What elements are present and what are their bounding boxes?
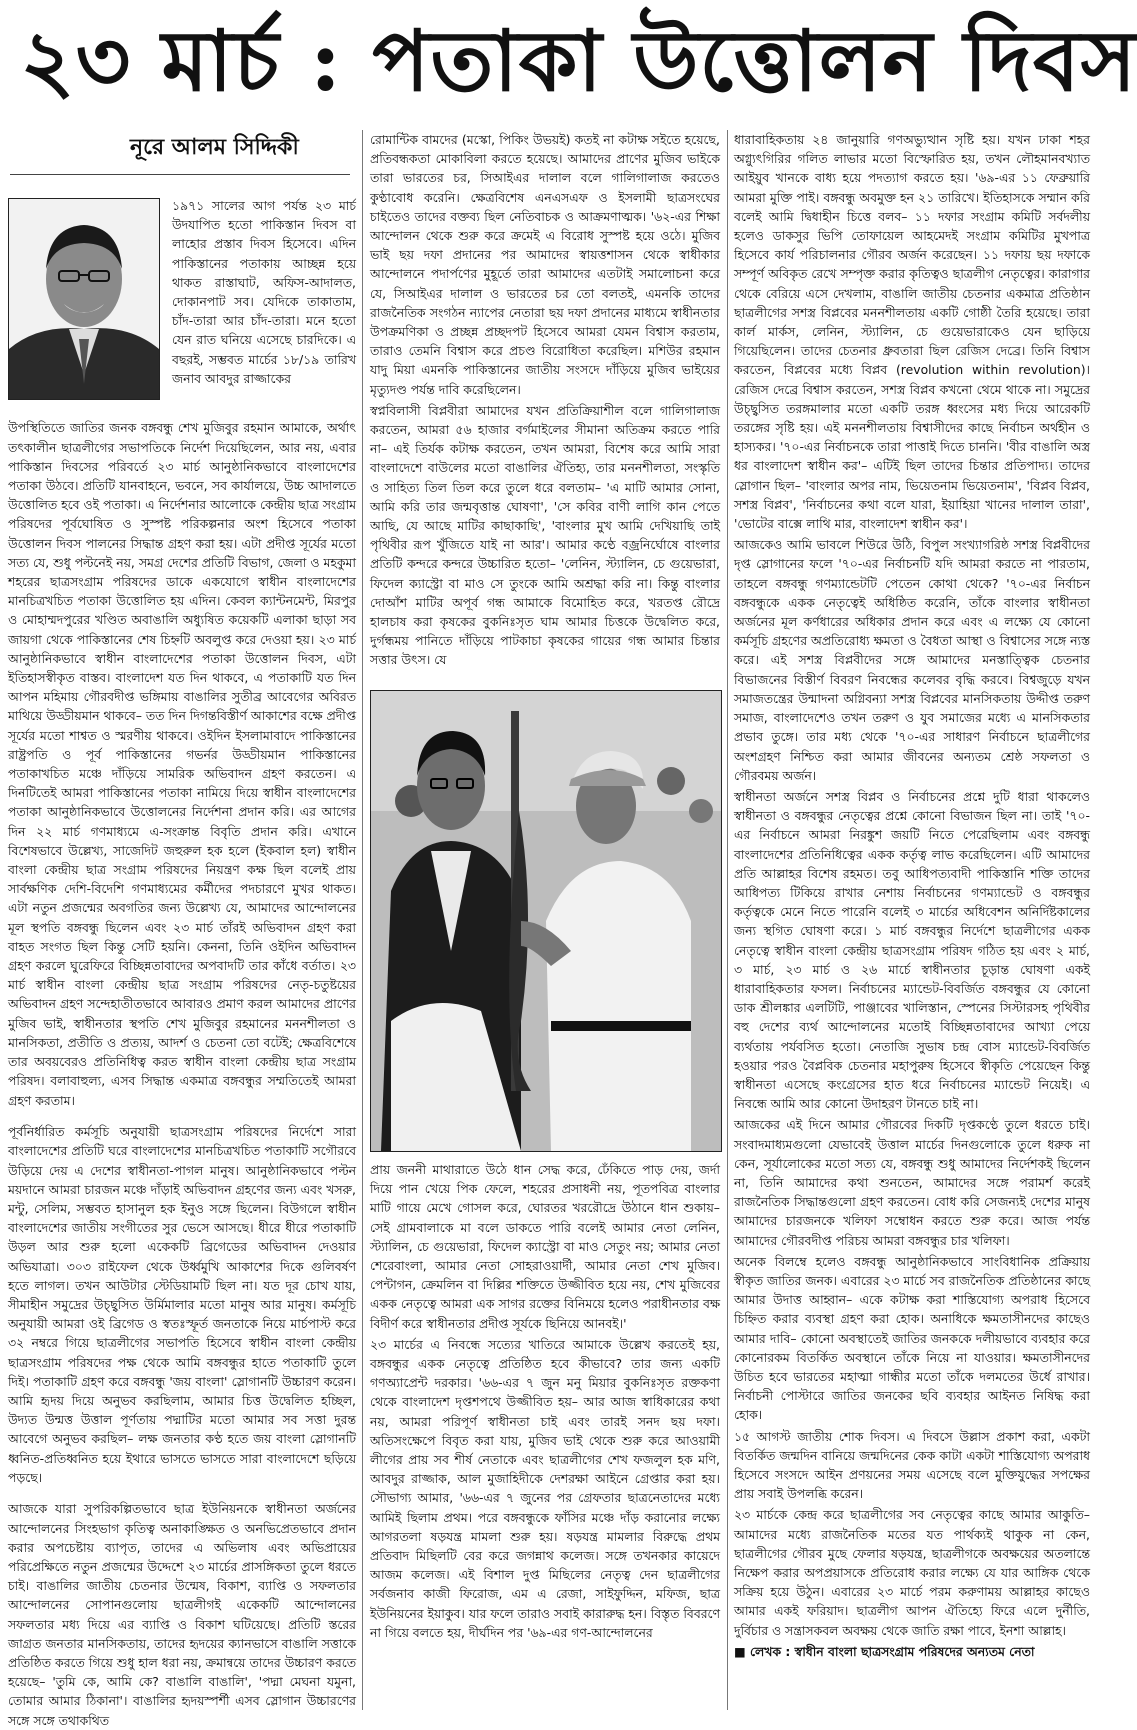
paragraph: স্বাধীনতা অর্জনে সশস্ত্র বিপ্লব ও নির্বাচনের প্রশ্নে দুটি ধারা থাকলেও স্বাধীনতা ও বঙ্গবন্ধুর নেতৃত্বের প্রশ্নে কোনো বিভাজন ছিল না। তাই '৭০-এর নির্বাচনে আমরা নিরঙ্কুশ জয়টি নিতে পেরেছিলাম এবং বঙ্গবন্ধু বাংলাদেশের প্রতিনিধিত্বের একক কর্তৃত্ব লাভ করেছিলেন। এটি আমাদের প্রতি আল্লাহর বিশেষ রহমত। তবু আধিপত্যবাদী পাকিস্তানি শক্তি তাদের আধিপত্য টিকিয়ে রাখার নেশায় নির্বাচনের গণম্যান্ডেট ও বঙ্গবন্ধুর কর্তৃত্বকে মেনে নিতে পারেনি বলেই ৩ মার্চের অধিবেশন অনির্দিষ্টকালের জন্য স্থগিত ঘোষণা করে। ১ মার্চ বঙ্গবন্ধুর নির্দেশে ছাত্রলীগের একক নেতৃত্বে স্বাধীন বাংলা কেন্দ্রীয় ছাত্রসংগ্রাম পরিষদ গঠিত হয় এবং ২ মার্চ, ৩ মার্চ, ২৩ মার্চ ও ২৬ মার্চে স্বাধীনতার চূড়ান্ত ঘোষণা একই ধারাবাহিকতার ফসল। নির্বাচনের ম্যান্ডেট-বিবর্জিত বঙ্গবন্ধুর যে কোনো ডাক শ্রীলঙ্কার এলটিটি, পাঞ্জাবের খালিস্তান, স্পেনের সিস্টারসহ পৃথিবীর বহু দেশের ব্যর্থ আন্দোলনের মতোই বিচ্ছিন্নতাবাদের আখ্যা পেয়ে ব্যর্থতায় পর্যবসিত হতো। নেতাজি সুভাষ চন্দ্র বোস ম্যান্ডেট-বিবর্জিত হওয়ার পরও বৈপ্লবিক চেতনার মহাপুরুষ হিসেবে স্বীকৃতি পেয়েছেন কিন্তু স্বাধীনতা এসেছে কংগ্রেসের হাত ধরে নির্বাচনের ম্যান্ডেট নিয়েই। এ নিবন্ধে আমি আর কোনো উদাহরণ টানতে চাই না। — [734, 788, 1090, 1112]
byline-divider — [10, 174, 350, 175]
archival-photo — [370, 690, 722, 1152]
paragraph: আজকে যারা সুপরিকল্পিতভাবে ছাত্র ইউনিয়নকে স্বাধীনতা অর্জনের আন্দোলনের সিংহভাগ কৃতিত্ব অনাকাঙ্ক্ষিত ও অনভিপ্রেতভাবে প্রদান করার অপচেষ্টায় ব্যাপৃত, তাদের এ অভিলাষ এবং অভিপ্রায়ের পরিপ্রেক্ষিতে নতুন প্রজন্মের উদ্দেশে ২৩ মার্চের প্রাসঙ্গিকতা তুলে ধরতে চাই। বাঙালির জাতীয় চেতনার উন্মেষ, বিকাশ, ব্যাপ্তি ও সফলতার আন্দোলনের সোপানগুলোয় ছাত্রলীগই একেকটি আন্দোলনের সফলতার মধ্য দিয়ে এর ব্যাপ্তি ও বিকাশ ঘটিয়েছে। প্রতিটি স্তরের জাগ্রত জনতার মানসিকতায়, তাদের হৃদয়ের ক্যানভাসে বাঙালি সত্তাকে প্রতিষ্ঠিত করতে গিয়ে শুধু হাল ধরা নয়, ক্রমান্বয়ে তাদের উচ্চারণ করতে হয়েছে– 'তুমি কে, আমি কে? বাঙালি বাঙালি', 'পদ্মা মেঘনা যমুনা, তোমার আমার ঠিকানা'। বাঙালির হৃদয়স্পর্শী এসব স্লোগান উচ্চারণের সঙ্গে সঙ্গে তথাকথিত — [8, 1501, 356, 1728]
paragraph: অনেক বিলম্বে হলেও বঙ্গবন্ধু আনুষ্ঠানিকভাবে সাংবিধানিক প্রক্রিয়ায় স্বীকৃত জাতির জনক। এবারের ২৩ মার্চে সব রাজনৈতিক প্রতিষ্ঠানের কাছে আমার উদাত্ত আহ্বান– একে কটাক্ষ করা শাস্তিযোগ্য অপরাধ হিসেবে চিহ্নিত করার ব্যবস্থা গ্রহণ করা হোক। অনাধিকে ক্ষমতাসীনদের কাছেও আমার দাবি– কোনো অবস্থাতেই জাতির জনককে দলীয়ভাবে ব্যবহার করে কোনোরকম বিতর্কিত অবস্থানে তাঁকে নিয়ে না যাওয়ার। ক্ষমতাসীনদের উচিত হবে ভারতের মহাত্মা গান্ধীর মতো তাঁকে দলমতের উর্ধে রাখার। নির্বাচনী পোস্টারে জাতির জনকের ছবি ব্যবহার আইনত নিষিদ্ধ করা হোক। — [734, 1253, 1090, 1423]
article-column-2-continued — [370, 1160, 720, 1710]
paragraph: রোমান্টিক বামদের (মস্কো, পিকিং উভয়ই) কতই না কটাক্ষ সইতে হয়েছে, প্রতিবন্ধকতা মোকাবিলা করতে হয়েছে। আমাদের প্রাণের মুজিব ভাইকে তারা ভারতের চর, সিআইএর দালাল বলে গালিগালাজ করতেও কুণ্ঠাবোধ করেনি। ক্ষেত্রবিশেষ এনএসএফ ও ইসলামী ছাত্রসংঘের চাইতেও তাদের বক্তব্য ছিল নেতিবাচক ও আক্রমণাত্মক। '৬২-এর শিক্ষা আন্দোলন থেকে শুরু করে ক্রমেই এ বিরোধ সুস্পষ্ট হয়ে ওঠে। মুজিব ভাই ছয় দফা প্রদানের পর আমাদের স্বায়ত্তশাসন থেকে স্বাধীকার আন্দোলনে পদার্পণের মুহূর্তে তারা আমাদের এতটাই সমালোচনা করে যে, সিআইএর দালাল ও ভারতের চর তো বলতই, এমনকি তাদের রাজনৈতিক সংগঠন ন্যাপের নেতারা ছয় দফা প্রদানের মাধ্যমে স্বাধীনতার উপক্রমণিকা ও প্রচ্ছন্ন প্রচ্ছদপট হিসেবে আমরা যেমন বিশ্বাস করতাম, তারাও তেমনি বিশ্বাস করে প্রচণ্ড বিরোধিতা করেছিল। মশিউর রহমান যাদু মিয়া এমনকি পাকিস্তানের জাতীয় সংসদে দাঁড়িয়ে মুজিব ভাইয়ের মৃত্যুদণ্ড পর্যন্ত দাবি করেছিলেন। — [370, 132, 720, 397]
author-portrait — [8, 198, 160, 400]
article-intro: ১৯৭১ সালের আগ পর্যন্ত ২৩ মার্চ উদযাপিত হতো পাকিস্তান দিবস বা লাহোর প্রস্তাব দিবস হিসেবে। এদিন পাকিস্তানের পতাকায় আচ্ছন্ন হয়ে থাকত রাস্তাঘাট, অফিস-আদালত, দোকানপাট সব। যেদিকে তাকাতাম, চাঁদ-তারা আর চাঁদ-তারা। মনে হতো যেন রাত ঘনিয়ে এসেছে চারদিকে। এ বছরই, সম্ভবত মার্চের ১৮/১৯ তারিখ জনাব আবদুর রাজ্জাকের — [172, 198, 356, 386]
byline: নূরে আলম সিদ্দিকী — [130, 135, 299, 160]
paragraph: উপস্থিতিতে জাতির জনক বঙ্গবন্ধু শেখ মুজিবুর রহমান আমাকে, অর্থাৎ তৎকালীন ছাত্রলীগের সভাপতিকে নির্দেশ দিয়েছিলেন, আর নয়, এবার পাকিস্তান দিবসের পরিবর্তে ২৩ মার্চ আনুষ্ঠানিকভাবে বাংলাদেশের পতাকা উঠবে। প্রতিটি যানবাহনে, ভবনে, সব কার্যালয়ে, উচ্চ আদালতে উত্তোলিত হবে ওই পতাকা। এ নির্দেশনার আলোকে কেন্দ্রীয় ছাত্র সংগ্রাম পরিষদের পূর্বঘোষিত ও সুস্পষ্ট পরিকল্পনার অংশ হিসেবে পতাকা উত্তোলন দিবস পালনের সিদ্ধান্ত গ্রহণ করা হয়। এটা প্রদীপ্ত সূর্যের মতো সত্য যে, শুধু পল্টনেই নয়, সমগ্র দেশের প্রতিটি বিভাগ, জেলা ও মহকুমা শহরের ছাত্রসংগ্রাম পরিষদের ডাকে একযোগে স্বাধীন বাংলাদেশের মানচিত্রখচিত পতাকা উত্তোলিত হয় এদিন। কেবল ক্যান্টনমেন্ট, মিরপুর ও মোহাম্মদপুরের খণ্ডিত অবাঙালি অধ্যুষিত কয়েকটি এলাকা ছাড়া সব জায়গা থেকে পাকিস্তানের শেষ চিহ্নটি অবলুপ্ত করে দেওয়া হয়। ২৩ মার্চ আনুষ্ঠানিকভাবে স্বাধীন বাংলাদেশের পতাকা উত্তোলন দিবস, এটা ইতিহাসস্বীকৃত বাস্তব। বাংলাদেশ যত দিন থাকবে, এ পতাকাটি যত দিন আপন মহিমায় গৌরবদীপ্ত ভঙ্গিমায় বাঙালির সুতীব্র আবেগের অবিরত মাথিয়ে উড্ডীয়মান থাকবে– তত দিন দিগন্তবিস্তীর্ণ আকাশের বক্ষে প্রদীপ্ত সূর্যের মতো শাশ্বত ও স্মরণীয় থাকবে। ওইদিন ইসলামাবাদে পাকিস্তানের রাষ্ট্রপতি ও পূর্ব পাকিস্তানের গভর্নর উড্ডীয়মান পাকিস্তানের পতাকাখচিত মঞ্চে দাঁড়িয়ে সামরিক অভিবাদন গ্রহণ করতেন। এ দিনটিতেই আমরা পাকিস্তানের পতাকা নামিয়ে দিয়ে স্বাধীন বাংলাদেশের পতাকা আনুষ্ঠানিকভাবে উত্তোলনের নির্দেশনা প্রদান করি। এর আগের দিন ২২ মার্চ গণমাধ্যমে এ-সংক্রান্ত বিবৃতি প্রদান করি। এখানে বিশেষভাবে উল্লেখ্য, সাজেদিট জহুরুল হক হলে (ইকবাল হল) স্বাধীন বাংলা কেন্দ্রীয় ছাত্র সংগ্রাম পরিষদের নিয়ন্ত্রণ কক্ষ ছিল বলেই প্রায় সার্বক্ষণিক দেশি-বিদেশি গণমাধ্যমের কর্মীদের পদচারণে মুখর থাকত। এটা নতুন প্রজন্মের অবগতির জন্য উল্লেখ্য যে, আমাদের আন্দোলনের মূল স্থপতি বঙ্গবন্ধু ছিলেন এবং ২৩ মার্চ তাঁরই অভিবাদন গ্রহণ করা বাহত সংগত ছিল কিন্তু সেটি হয়নি। কেননা, তিনি ওইদিন অভিবাদন গ্রহণ করলে ঘুরেফিরে বিচ্ছিন্নতাবাদের অপবাদটি তার কাঁধে বর্তাত। ২৩ মার্চ স্বাধীন বাংলা কেন্দ্রীয় ছাত্র সংগ্রাম পরিষদের নেতৃ-চতুষ্টয়ের অভিবাদন গ্রহণ সন্দেহাতীতভাবে আবারও প্রমাণ করল আমাদের প্রাণের মুজিব ভাই, স্বাধীনতার স্থপতি শেখ মুজিবুর রহমানের মননশীলতা ও মানসিকতা, প্রতীতি ও প্রত্যয়, আদর্শ ও চেতনা তো বটেই; ক্ষেত্রবিশেষে তার অবয়বেরও প্রতিনিধিত্ব করত স্বাধীন বাংলা কেন্দ্রীয় ছাত্র সংগ্রাম পরিষদ। বলাবাহুল্য, এসব সিদ্ধান্ত একমাত্র বঙ্গবন্ধুর সম্মতিতেই আমরা গ্রহণ করতাম। — [8, 420, 356, 1108]
article-column-2 — [370, 130, 720, 685]
paragraph: স্বপ্নবিলাসী বিপ্লবীরা আমাদের যখন প্রতিক্রিয়াশীল বলে গালিগালাজ করতেন, আমরা ৫৬ হাজার বর্গমাইলের সীমানা অতিক্রম করতে পারি না– এই তির্যক কটাক্ষ করতেন, তখন আমরা, বিশেষ করে আমি সারা বাংলাদেশে বাউলের মতো বাঙালির ঐতিহ্য, তার মননশীলতা, সংস্কৃতি ও সাহিত্য তিল তিল করে তুলে ধরে বলতাম– 'এ মাটি আমার সোনা, আমি করি তার জন্মবৃত্তান্ত ঘোষণা', 'সে কবির বাণী লাগি কান পেতে আছি, যে আছে মাটির কাছাকাছি', 'বাংলার মুখ আমি দেখিয়াছি তাই পৃথিবীর রূপ খুঁজিতে যাই না আর'। আমার কণ্ঠে বজ্রনির্ঘোষে বাংলার প্রতিটি কন্দরে কন্দরে উচ্চারিত হতো– 'লেনিন, স্ট্যালিন, চে গুয়েভারা, ফিদেল ক্যাস্ট্রো বা মাও সে তুংকে আমি অশ্রদ্ধা করি না। কিন্তু বাংলার দোআঁশ মাটির অপূর্ব গন্ধ আমাকে বিমোহিত করে, খরতপ্ত রৌদ্রে হালচাষ করা কৃষকের বুকনিঃসৃত ঘাম আমার চিত্তকে উদ্বেলিত করে, দুর্গন্ধময় পানিতে দাঁড়িয়ে পাটকাচা কৃষকের গায়ের গন্ধ আমার চিন্তার সত্তার উৎস। যে — [370, 402, 720, 668]
portrait-photo-icon — [9, 199, 159, 399]
article-column-3 — [734, 130, 1090, 1710]
paragraph: পূর্বনির্ধারিত কর্মসূচি অনুযায়ী ছাত্রসংগ্রাম পরিষদের নির্দেশে সারা বাংলাদেশের প্রতিটি ঘরে বাংলাদেশের মানচিত্রখচিত পতাকাটি সগৌরবে উড়িয়ে দেয় এ দেশের স্বাধীনতা-পাগল মানুষ। আনুষ্ঠানিকভাবে পল্টন ময়দানে আমরা চারজন মঞ্চে দাঁড়াই অভিবাদন গ্রহণের জন্য এবং খসরু, মন্টু, সেলিম, সম্ভবত হাসানুল হক ইনুও সঙ্গে ছিলেন। বিউগলে স্বাধীন বাংলাদেশের জাতীয় সংগীতের সুর ভেসে আসছে। ধীরে ধীরে পতাকাটি উড়ল আর শুরু হলো একেকটি ব্রিগেডের অভিবাদন দেওয়ার অভিযাত্রা। ৩০৩ রাইফেল থেকে উর্ধ্বমুখি আকাশের দিকে গুলিবর্ষণ হতে লাগল। তখন আউটার স্টেডিয়ামটি ছিল না। যত দূর চোখ যায়, সীমাহীন সমুদ্রের উচ্ছ্বসিত উর্মিমালার মতো মানুষ আর মানুষ। কর্মসূচি অনুযায়ী আমরা ওই ব্রিগেড ও স্বতঃস্ফূর্ত জনতাকে নিয়ে মার্চপাস্ট করে ৩২ নম্বরে গিয়ে ছাত্রলীগের সভাপতি হিসেবে স্বাধীন বাংলা কেন্দ্রীয় ছাত্রসংগ্রাম পরিষদের পক্ষ থেকে আমি বঙ্গবন্ধুর হাতে পতাকাটি তুলে দিই। পতাকাটি গ্রহণ করে বঙ্গবন্ধু 'জয় বাংলা' স্লোগানটি উচ্চারণ করেন। আমি হৃদয় দিয়ে অনুভব করছিলাম, আমার চিত্ত উদ্বেলিত হচ্ছিল, উদ্যত উন্মত্ত উত্তাল পূর্ণতায় পদ্মাটির মতো আমার সব সত্তা দুরন্ত আবেগে অনুভব করছিল– লক্ষ জনতার কণ্ঠ হতে জয় বাংলা স্লোগানটি ধ্বনিত-প্রতিধ্বনিত হয়ে ইথারে ভাসতে ভাসতে সারা বাংলাদেশে ছড়িয়ে পড়ছে। — [8, 1124, 356, 1485]
article-column-1 — [8, 406, 356, 1728]
headline: ২৩ মার্চ : পতাকা উত্তোলন দিবস — [20, 11, 1137, 110]
paragraph: ২৩ মার্চকে কেন্দ্র করে ছাত্রলীগের সব নেতৃত্বের কাছে আমার আকুতি– আমাদের মধ্যে রাজনৈতিক মতের যত পার্থক্যই থাকুক না কেন, ছাত্রলীগের গৌরব মুছে ফেলার ষড়যন্ত্র, ছাত্রলীগকে অবক্ষয়ের অতলান্তে নিক্ষেপ করার অপপ্রয়াসকে প্রতিরোধ করার লক্ষ্যে যে যার আঙ্গিক থেকে সক্রিয় হয়ে উঠুন। এবারের ২৩ মার্চে পরম করুণাময় আল্লাহর কাছেও আমার একই ফরিয়াদ। ছাত্রলীগ আপন ঐতিহ্যে ফিরে এলে দুর্নীতি, দুর্বিচার ও সন্ত্রাসকবল অবক্ষয় থেকে জাতি রক্ষা পাবে, ইনশা আল্লাহ। — [734, 1507, 1090, 1638]
flag-handover-photo-icon — [371, 691, 721, 1151]
column-divider — [727, 130, 728, 1710]
paragraph: ধারাবাহিকতায় ২৪ জানুয়ারি গণঅভ্যুত্থান সৃষ্টি হয়। যখন ঢাকা শহর অগ্ন্যুৎগিরির গলিত লাভার মতো বিস্ফোরিত হয়, তখন লৌহমানবখ্যাত আইয়ুব খানকে বাধ্য হয়ে পদত্যাগ করতে হয়। '৬৯-এর ১১ ফেব্রুয়ারি আমরা মুক্তি পাই। বঙ্গবন্ধু অবমুক্ত হন ২১ তারিখে। ইতিহাসকে সম্মান করি বলেই আমি দ্বিধাহীন চিত্তে বলব– ১১ দফার সংগ্রাম কমিটি সর্বদলীয় হলেও ডাকসুর ভিপি তোফায়েল আহমেদই সংগ্রাম কমিটির মুখপাত্র হিসেবে কার্য পরিচালনার গৌরব অর্জন করেছেন। ১১ দফায় ছয় দফাকে সম্পূর্ণ অবিকৃত রেখে সম্পৃক্ত করার কৃতিত্বও ছাত্রলীগ নেতৃত্বের। কারাগার থেকে বেরিয়ে এসে দেখলাম, বাঙালি জাতীয় চেতনার একমাত্র প্রতিষ্ঠান ছাত্রলীগের সশস্ত্র বিপ্লবের মননশীলতায় একটি গোষ্ঠী তৈরি হয়েছে। তারা কার্ল মার্কস, লেনিন, স্ট্যালিন, চে গুয়েভারাকেও যেন ছাড়িয়ে গিয়েছিলেন। তাদের চেতনার ধ্রুবতারা ছিল রেজিস দেব্রে। তিনি বিশ্বাস করতেন, বিপ্লবের মধ্যে বিপ্লব (revolution within revolution)। রেজিস দেব্রে বিশ্বাস করতেন, সশস্ত্র বিপ্লব কখনো থেমে থাকে না। সমুদ্রের উচ্ছ্বসিত তরঙ্গমালার মতো একটি তরঙ্গ ধ্বংসের মধ্য দিয়ে আরেকটি তরঙ্গের সৃষ্টি হয়। এই মননশীলতায় বিশ্বাসীদের কাছে নির্বাচন অর্থহীন ও হাস্যকর। '৭০-এর নির্বাচনকে তারা পাত্তাই দিতে চাননি। 'বীর বাঙালি অস্ত্র ধর বাংলাদেশ স্বাধীন কর'– এটিই ছিল তাদের চিন্তার প্রতিপাদ্য। তাদের স্লোগান ছিল– 'বাংলার অপর নাম, ভিয়েতনাম ভিয়েতনাম', 'বিপ্লব বিপ্লব, সশস্ত্র বিপ্লব', 'নির্বাচনের কথা বলে যারা, ইয়াহিয়া খানের দালাল তারা', 'ভোটের বাক্সে লাথি মার, বাংলাদেশ স্বাধীন কর'। — [734, 132, 1090, 532]
paragraph: আজকের এই দিনে আমার গৌরবের দিকটি দৃপ্তকণ্ঠে তুলে ধরতে চাই। সংবাদমাধ্যমগুলো যেভাবেই উত্তাল মার্চের দিনগুলোকে তুলে ধরুক না কেন, সূর্যালোকের মতো সত্য যে, বঙ্গবন্ধু শুধু আমাদের নির্দেশকই ছিলেন না, তিনি আমাদের কথা শুনতেন, আমাদের সঙ্গে পরামর্শ করেই রাজনৈতিক সিদ্ধান্তগুলো গ্রহণ করতেন। বোধ করি সেজন্যই দেশের মানুষ আমাদের চারজনকে খলিফা সম্বোধন করতে শুরু করে। আজ পর্যন্ত আমাদের গৌরবদীপ্ত পরিচয় আমরা বঙ্গবন্ধুর চার খলিফা। — [734, 1117, 1090, 1248]
paragraph: ১৫ আগস্ট জাতীয় শোক দিবস। এ দিবসে উল্লাস প্রকাশ করা, একটা বিতর্কিত জন্মদিন বানিয়ে জন্মদিনের কেক কাটা একটা শাস্তিযোগ্য অপরাধ হিসেবে সংসদে আইন প্রণয়নের সময় এসেছে বলে মুক্তিযুদ্ধের সপক্ষের প্রায় সবাই উপলব্ধি করেন। — [734, 1428, 1090, 1502]
author-note: ■ লেখক : স্বাধীন বাংলা ছাত্রসংগ্রাম পরিষদের অন্যতম নেতা — [734, 1643, 1035, 1659]
paragraph: আজকেও আমি ভাবলে শিউরে উঠি, বিপুল সংখ্যাগরিষ্ঠ সশস্ত্র বিপ্লবীদের দৃপ্ত স্লোগানের ফলে '৭০-এর নির্বাচনটি যদি আমরা করতে না পারতাম, তাহলে বঙ্গবন্ধু গণম্যান্ডেটটি পেতেন কোথা থেকে? '৭০-এর নির্বাচন বঙ্গবন্ধুকে একক নেতৃত্বেই অধিষ্ঠিত করেনি, তাঁকে বাংলার স্বাধীনতা অর্জনের মূল কর্ণধারের অধিকার প্রদান করে এবং এ লক্ষ্যে যে কোনো কর্মসূচি গ্রহণের অপ্রতিরোধ্য ক্ষমতা ও বৈধতা আস্থা ও বিশ্বাসের সঙ্গে ন্যস্ত করে। এই সশস্ত্র বিপ্লবীদের সঙ্গে আমাদের মনস্তাত্ত্বিক চেতনার বিভাজনের বিস্তীর্ণ বিবরণ নিবন্ধের কলেবর বৃদ্ধি করবে। বিশ্বজুড়ে যখন সমাজতন্ত্রের উন্মাদনা অগ্নিবন্যা সশস্ত্র বিপ্লবের মানসিকতায় উদ্দীপ্ত তরুণ সমাজ, বাংলাদেশেও তখন তরুণ ও যুব সমাজের মধ্যে এ মানসিকতার প্রভাব তুঙ্গে। তার মধ্য থেকে '৭০-এর সাধারণ নির্বাচনে ছাত্রলীগের অংশগ্রহণ নিশ্চিত করা আমার জীবনের অন্যতম শ্রেষ্ঠ সফলতা ও গৌরবময় অর্জন। — [734, 537, 1090, 783]
column-divider — [362, 130, 363, 1710]
paragraph: ২৩ মার্চের এ নিবন্ধে সত্যের খাতিরে আমাকে উল্লেখ করতেই হয়, বঙ্গবন্ধুর একক নেতৃত্বে প্রতিষ্ঠিত হবে কীভাবে? তার জন্য একটি গণঅ্যাপ্রেন্ট দরকার। '৬৬-এর ৭ জুন মনু মিয়ার বুকনিঃসৃত রক্তকণা থেকে বাংলাদেশ দৃপ্তশপথে উজ্জীবিত হয়– আর আজ স্বাধিকারের কথা নয়, আমরা পরিপূর্ণ স্বাধীনতা চাই এবং তারই সনদ ছয় দফা। অতিসংক্ষেপে বিবৃত করা যায়, মুজিব ভাই থেকে শুরু করে আওয়ামী লীগের প্রায় সব শীর্ষ নেতাকে এবং ছাত্রলীগের শেখ ফজলুল হক মণি, আবদুর রাজ্জাক, আল মুজাহিদীকে দেশরক্ষা আইনে গ্রেপ্তার করা হয়। সৌভাগ্য আমার, '৬৬-এর ৭ জুনের পর গ্রেফতার ছাত্রনেতাদের মধ্যে আমিই ছিলাম প্রথম। পরে বঙ্গবন্ধুকে ফাঁসির মঞ্চে দাঁড় করানোর লক্ষ্যে আগরতলা ষড়যন্ত্র মামলা শুরু হয়। ষড়যন্ত্র মামলার বিরুদ্ধে প্রথম প্রতিবাদ মিছিলটি বের করে জগন্নাথ কলেজ। সঙ্গে তখনকার কায়েদে আজম কলেজ। এই বিশাল দুপ্ত মিছিলের নেতৃত্ব দেন ছাত্রলীগের সর্বজনাব কাজী ফিরোজ, এম এ রেজা, সাইফুদ্দিন, মফিজ, ছাত্র ইউনিয়নের ইয়াকুব। যার ফলে তারাও সবাই কারারুদ্ধ হন। বিস্তৃত বিবরণে না গিয়ে বলতে হয়, দীর্ঘদিন পর '৬৯-এর গণ-আন্দোলনের — [370, 1336, 720, 1640]
paragraph: প্রায় জননী মাথারাতে উঠে ধান সেদ্ধ করে, ঢেঁকিতে পাড় দেয়, জর্দা দিয়ে পান খেয়ে পিক ফেলে, শহরের প্রসাধনী নয়, পূতপবিত্র বাংলার মাটি গায়ে মেখে গোসল করে, ঘোরতর খররৌদ্রে উঠানে ধান শুকায়– সেই গ্রামবালাকে মা বলে ডাকতে পারি বলেই আমার নেতা লেনিন, স্ট্যালিন, চে গুয়েভারা, ফিদেল ক্যাস্ট্রো বা মাও সেতুং নয়; আমার নেতা শেরেবাংলা, আমার নেতা সোহরাওয়ার্দী, আমার নেতা শেখ মুজিব। পেন্টাগন, ক্রেমলিন বা দিল্লির শক্তিতে উজ্জীবিত হয়ে নয়, শেখ মুজিবের একক নেতৃত্বে আমরা এক সাগর রক্তের বিনিময়ে হলেও পরাধীনতার বক্ষ বিদীর্ণ করে স্বাধীনতার প্রদীপ্ত সূর্যকে ছিনিয়ে আনবই।' — [370, 1162, 720, 1331]
